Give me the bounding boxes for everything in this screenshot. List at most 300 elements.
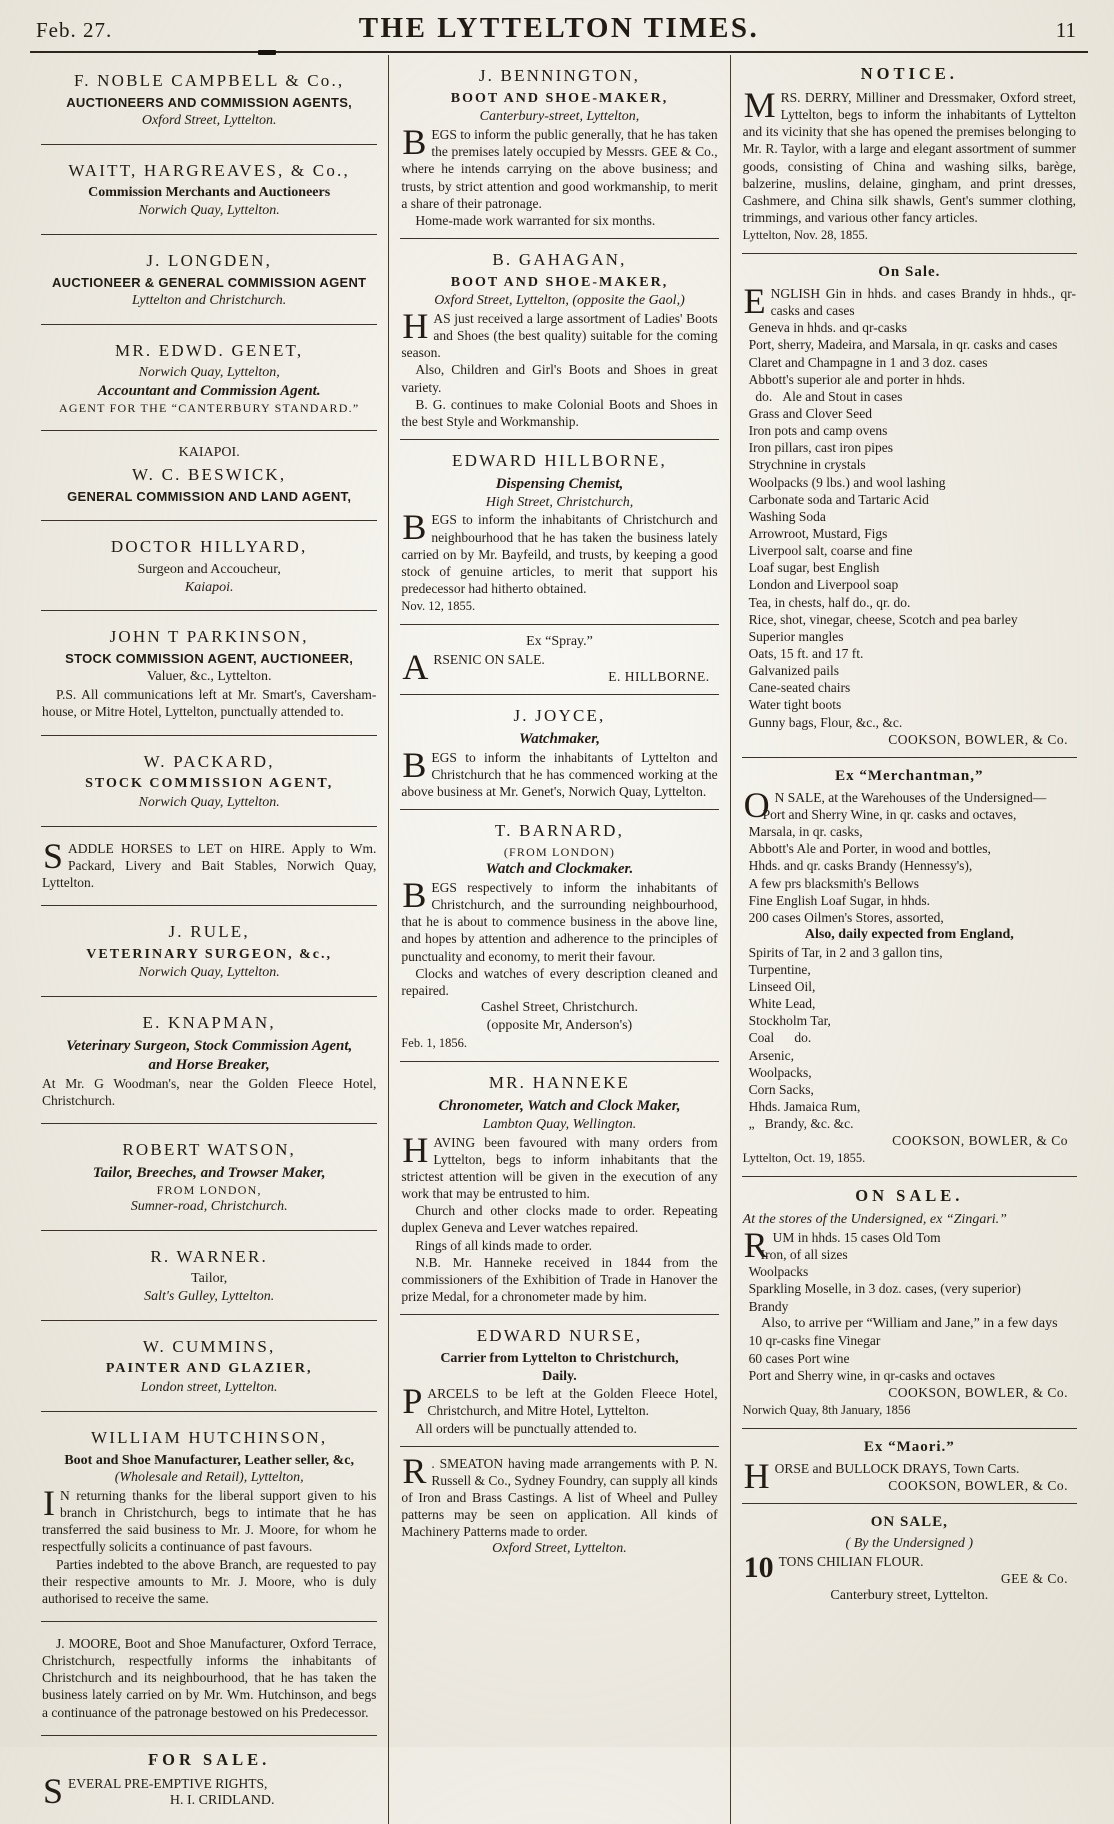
ad-hillborne-line-5	[401, 599, 717, 615]
ad-packard-line-1	[42, 751, 376, 773]
line-text: Chronometer, Watch and Clock Maker,	[438, 1097, 681, 1114]
line-text: COOKSON, BOWLER, & Co	[892, 1133, 1068, 1149]
line-text: ( By the Undersigned )	[845, 1536, 974, 1552]
ad-on-sale-zingari-line-1	[743, 1186, 1076, 1207]
line-text: P.S. All communications left at Mr. Smart's, Caversham-house, or Mitre Hotel, Lyttelton, punctually attended to.	[42, 687, 377, 720]
ad-ex-merchantman-line-9	[743, 909, 1076, 926]
line-text: B. G. continues to make Colonial Boots and Shoes in the best Style and Workmanship.	[401, 396, 718, 429]
ad-barnard-line-1	[401, 820, 717, 842]
ad-on-sale-zingari-line-12	[743, 1384, 1076, 1401]
page-number: 11	[1055, 18, 1076, 42]
ad-knapman-line-4	[42, 1075, 376, 1109]
ad-waitt-hargreaves-line-2	[42, 184, 376, 202]
ad-nurse-line-4	[401, 1381, 718, 1422]
line-text: All orders will be punctually attended to.	[415, 1420, 637, 1436]
ad-ex-merchantman-line-8	[743, 892, 1076, 909]
ad-hillborne-line-4	[401, 507, 718, 597]
line-text: Ex “Merchantman,”	[835, 767, 984, 784]
line-text: EDWARD NURSE,	[476, 1326, 643, 1346]
ad-watson-line-3	[42, 1183, 376, 1198]
line-text: Fine English Loaf Sugar, in hhds.	[748, 892, 930, 908]
ad-smeaton-line-2	[401, 1540, 717, 1558]
line-text: Nov. 12, 1855.	[401, 599, 476, 614]
line-text: Also, daily expected from England,	[804, 926, 1014, 942]
ad-beswick-line-2	[42, 464, 376, 486]
line-text: R. WARNER.	[150, 1246, 268, 1266]
line-text: Kaiapoi.	[184, 579, 234, 595]
line-text: Woolpacks	[748, 1264, 809, 1280]
ad-chilian-flour-line-1	[743, 1513, 1076, 1532]
line-text: T. BARNARD,	[494, 821, 625, 841]
line-text: Marsala, in qr. casks,	[748, 824, 863, 840]
line-text: Cashel Street, Christchurch.	[480, 999, 639, 1015]
line-text: WAITT, HARGREAVES, & Co.,	[68, 160, 350, 180]
line-text: J. LONGDEN,	[146, 250, 273, 270]
ad-hillyard	[41, 520, 377, 610]
ad-hillborne-line-3	[401, 494, 717, 512]
ad-on-sale-english-line-21	[743, 628, 1076, 645]
ink-mark	[258, 50, 276, 55]
line-text: Liverpool salt, coarse and fine	[748, 543, 913, 559]
ad-barnard-line-5	[401, 965, 717, 999]
drop-cap: R	[743, 1225, 768, 1266]
line-text: KAIAPOI.	[178, 445, 240, 461]
line-text: At the stores of the Undersigned, ex “Zingari.”	[742, 1212, 1007, 1228]
ad-arsenic-spray-line-3	[401, 668, 717, 685]
line-text: Veterinary Surgeon, Stock Commission Agent,	[66, 1037, 353, 1054]
line-text: Abbott's Ale and Porter, in wood and bottles,	[748, 841, 991, 857]
line-text: MR. HANNEKE	[488, 1073, 631, 1093]
line-text: EGS to inform the inhabitants of Lyttelton and Christchurch that he has commenced working at the above business at Mr. Genet's, Norwich Quay, Lyttelton.	[401, 749, 718, 799]
drop-cap: H	[402, 1129, 429, 1170]
ad-moore-line-1	[42, 1635, 376, 1721]
line-text: EGS to inform the inhabitants of Christchurch and neighbourhood that he has taken the business lately carried on by Mr. Bayfeild, and trusts, by keeping a good stock of genuine articles, to merit that support his predecessor had hitherto obtained.	[401, 512, 718, 596]
ad-packard-line-2	[42, 775, 376, 793]
line-text: London and Liverpool soap	[748, 577, 899, 593]
ad-cummins-line-2	[42, 1360, 376, 1378]
ad-on-sale-english-line-20	[743, 611, 1076, 628]
ad-ex-maori-line-3	[743, 1477, 1076, 1494]
masthead	[30, 8, 1088, 51]
line-text: Tailor, Breeches, and Trowser Maker,	[92, 1164, 326, 1181]
line-text: Oxford Street, Lyttelton, (opposite the Gaol,)	[434, 293, 685, 309]
ad-warner-line-1	[42, 1246, 376, 1268]
line-text: B. GAHAGAN,	[492, 249, 627, 269]
line-text: AS just received a large assortment of Ladies' Boots and Shoes (the best quality) suitable for the coming season.	[401, 311, 718, 361]
line-text: Woolpacks,	[748, 1064, 812, 1080]
ad-ex-merchantman-line-12	[743, 961, 1076, 978]
ad-ex-merchantman	[742, 757, 1077, 1177]
line-text: COOKSON, BOWLER, & Co.	[888, 731, 1068, 747]
line-text: Ex “Maori.”	[863, 1438, 955, 1455]
ad-ex-merchantman-line-22	[743, 1132, 1076, 1149]
line-text: FROM LONDON,	[156, 1182, 262, 1197]
ad-hutchinson-line-1	[42, 1427, 376, 1449]
line-text: GENERAL COMMISSION AND LAND AGENT,	[67, 488, 352, 504]
ad-for-sale-rights	[41, 1735, 377, 1824]
ad-genet-line-4	[42, 401, 376, 416]
ad-ex-merchantman-line-7	[743, 875, 1076, 892]
ad-on-sale-english-line-2	[743, 281, 1076, 321]
ad-knapman-line-1	[42, 1012, 376, 1034]
ad-watson-line-1	[42, 1139, 376, 1161]
line-text: Church and other clocks made to order. Repeating duplex Geneva and Lever watches repaired.	[401, 1203, 718, 1236]
ad-gahagan-line-3	[401, 292, 717, 310]
line-text: Washing Soda	[748, 508, 826, 524]
ad-parkinson-line-1	[42, 626, 376, 648]
ad-gahagan-line-1	[401, 249, 717, 271]
line-text: Lyttelton and Christchurch.	[132, 293, 287, 309]
ad-on-sale-zingari-line-5	[743, 1263, 1076, 1280]
line-text: Port and Sherry Wine, in qr. casks and octaves,	[762, 806, 1017, 822]
drop-cap: P	[402, 1381, 423, 1422]
line-text: H. I. CRIDLAND.	[169, 1792, 275, 1808]
line-text: JOHN T PARKINSON,	[109, 627, 309, 647]
ad-hutchinson-line-3	[42, 1469, 376, 1487]
ad-ex-merchantman-line-3	[743, 806, 1076, 823]
drop-cap: R	[402, 1450, 427, 1491]
drop-cap: A	[402, 646, 429, 687]
line-text: Stockholm Tar,	[748, 1013, 831, 1029]
line-text: F. NOBLE CAMPBELL & Co.,	[73, 71, 345, 90]
line-text: ROBERT WATSON,	[122, 1140, 297, 1160]
line-text: STOCK COMMISSION AGENT,	[85, 776, 334, 792]
ad-for-sale-rights-line-3	[42, 1792, 376, 1810]
line-text: VETERINARY SURGEON, &c.,	[86, 946, 333, 962]
ad-nurse-line-1	[401, 1325, 717, 1347]
line-text: AUCTIONEER & GENERAL COMMISSION AGENT	[51, 274, 367, 290]
line-text: Parties indebted to the above Branch, are requested to pay their respective amounts to Mr. J. Moore, who is duly authorised to receive the same.	[42, 1556, 377, 1606]
ad-noble-campbell	[41, 55, 377, 144]
line-text: EDWARD HILLBORNE,	[452, 451, 667, 471]
ad-ex-merchantman-line-17	[743, 1047, 1076, 1064]
line-text: Hhds. Jamaica Rum,	[748, 1099, 861, 1114]
column-container	[30, 55, 1088, 1824]
line-text: Carbonate soda and Tartaric Acid	[748, 491, 929, 507]
line-text: Tea, in chests, half do., qr. do.	[748, 594, 911, 610]
ad-ex-merchantman-line-21	[743, 1115, 1076, 1132]
ad-joyce-line-2	[401, 730, 717, 749]
ad-hillborne-line-1	[401, 450, 717, 472]
line-text: Dispensing Chemist,	[495, 475, 624, 492]
line-text: London street, Lyttelton.	[140, 1380, 278, 1396]
line-text: FOR SALE.	[148, 1749, 271, 1769]
ad-longden-line-3	[42, 292, 376, 310]
ad-nurse-line-2	[401, 1350, 717, 1368]
ad-hillyard-line-3	[42, 579, 376, 597]
line-text: Abbott's superior ale and porter in hhds.	[748, 371, 966, 387]
ad-watson	[41, 1123, 377, 1230]
ad-longden-line-2	[42, 275, 376, 292]
ad-waitt-hargreaves-line-3	[42, 202, 376, 220]
ad-joyce-line-1	[401, 705, 717, 727]
ad-smeaton	[400, 1446, 718, 1567]
line-text: BOOT AND SHOE-MAKER,	[450, 274, 669, 290]
ad-ex-maori	[742, 1428, 1077, 1503]
ad-barnard-line-4	[401, 874, 718, 965]
line-text: RSENIC ON SALE.	[433, 651, 545, 667]
line-text: Claret and Champagne in 1 and 3 doz. cases	[748, 354, 988, 370]
ad-on-sale-english-line-5	[743, 354, 1076, 371]
line-text: Commission Merchants and Auctioneers	[88, 185, 331, 201]
ad-rule	[41, 905, 377, 996]
line-text: N returning thanks for the liberal support given to his branch in Christchurch, begs to intimate that he has transferred the said business to Mr. J. Moore, for whom he respectfully solicits a continuance of past favours.	[42, 1488, 377, 1555]
line-text: AUCTIONEERS AND COMMISSION AGENTS,	[66, 94, 353, 110]
line-text: E. KNAPMAN,	[142, 1013, 276, 1033]
line-text: MR. EDWD. GENET,	[115, 340, 304, 360]
ad-joyce-line-3	[401, 744, 718, 800]
ad-on-sale-english-line-13	[743, 491, 1076, 508]
ad-on-sale-zingari-line-11	[743, 1367, 1076, 1384]
line-text: E. HILLBORNE.	[608, 668, 710, 684]
line-text: Tailor,	[191, 1271, 228, 1287]
ad-warner-line-2	[42, 1270, 376, 1288]
ad-bennington-line-3	[401, 108, 717, 126]
ad-on-sale-english-line-27	[743, 731, 1076, 748]
ad-ex-merchantman-line-1	[743, 767, 1076, 786]
line-text: Linseed Oil,	[748, 979, 816, 995]
ad-on-sale-english-line-3	[743, 319, 1076, 336]
line-text: (Wholesale and Retail), Lyttelton,	[114, 1470, 304, 1486]
issue-date: Feb. 27.	[36, 18, 113, 42]
line-text: TONS CHILIAN FLOUR.	[778, 1554, 924, 1570]
line-text: . SMEATON having made arrangements with P. N. Russell & Co., Sydney Foundry, can supply all kinds of Iron and Brass Castings. A list of Wheel and Pulley patterns may be seen on application. All kinds of Machinery Patterns made to order.	[401, 1455, 718, 1540]
ad-gahagan	[400, 238, 718, 439]
ad-chilian-flour-line-4	[743, 1570, 1076, 1587]
ad-ex-merchantman-line-11	[743, 944, 1076, 961]
line-text: Watch and Clockmaker.	[485, 860, 634, 877]
line-text: Accountant and Commission Agent.	[97, 383, 321, 400]
drop-cap: B	[402, 874, 427, 915]
ad-barnard-line-8	[401, 1036, 717, 1052]
line-text: Port and Sherry wine, in qr-casks and octaves	[748, 1367, 996, 1383]
ad-hillborne	[400, 439, 718, 624]
line-text: ORSE and BULLOCK DRAYS, Town Carts.	[774, 1460, 1020, 1476]
ad-on-sale-zingari-line-6	[743, 1280, 1076, 1297]
drop-cap: S	[43, 835, 64, 876]
ad-on-sale-zingari-line-13	[743, 1403, 1076, 1419]
line-text: Water tight boots	[748, 697, 842, 713]
line-text: Rings of all kinds made to order.	[415, 1237, 592, 1253]
line-text: Norwich Quay, Lyttelton.	[138, 794, 280, 810]
line-text: Also, to arrive per “William and Jane,” in a few days	[761, 1315, 1058, 1331]
line-text: On Sale.	[878, 263, 941, 280]
line-text: Loaf sugar, best English	[748, 560, 880, 576]
line-text: White Lead,	[748, 996, 816, 1012]
drop-cap: E	[743, 281, 766, 321]
line-text: Also, Children and Girl's Boots and Shoes in great variety.	[401, 362, 718, 395]
line-text: ARCELS to be left at the Golden Fleece Hotel, Christchurch, and Mitre Hotel, Lyttelton.	[427, 1386, 718, 1419]
line-text: ON SALE.	[855, 1186, 964, 1206]
ad-nurse	[400, 1314, 718, 1446]
ad-watson-line-4	[42, 1198, 376, 1216]
ad-on-sale-english-line-7	[743, 388, 1076, 405]
line-text: NOTICE.	[860, 64, 958, 83]
ad-rule-line-1	[42, 921, 376, 943]
ad-on-sale-english-line-22	[743, 645, 1076, 662]
ad-packard	[41, 735, 377, 826]
ad-on-sale-english	[742, 253, 1077, 757]
line-text: (FROM LONDON)	[503, 844, 616, 859]
line-text: A few prs blacksmith's Bellows	[748, 875, 920, 891]
ad-ex-merchantman-line-5	[743, 840, 1076, 857]
ad-ex-merchantman-line-23	[743, 1151, 1076, 1167]
ad-hutchinson-line-2	[42, 1452, 376, 1470]
line-text: Spirits of Tar, in 2 and 3 gallon tins,	[748, 944, 943, 960]
drop-cap: M	[743, 84, 776, 125]
line-text: Oxford Street, Lyttelton.	[492, 1541, 627, 1557]
drop-cap: O	[743, 784, 770, 825]
ad-beswick	[41, 430, 377, 520]
ad-nurse-line-3	[401, 1368, 717, 1386]
ad-hutchinson	[41, 1411, 377, 1621]
line-text: Iron pots and camp ovens	[748, 423, 888, 439]
line-text: BOOT AND SHOE-MAKER,	[450, 90, 669, 106]
ad-hanneke-line-4	[401, 1129, 718, 1203]
line-text: (opposite Mr, Anderson's)	[486, 1017, 633, 1033]
ad-ex-merchantman-line-19	[743, 1081, 1076, 1098]
ad-barnard	[400, 809, 718, 1061]
line-text: Sparkling Moselle, in 3 doz. cases, (very superior)	[748, 1281, 1021, 1297]
ad-saddle-horses	[41, 826, 377, 905]
ad-ex-merchantman-line-10	[743, 926, 1076, 944]
line-text: J. RULE,	[168, 922, 250, 942]
ad-hillborne-line-2	[401, 475, 717, 494]
ad-ex-merchantman-line-18	[743, 1064, 1076, 1081]
line-text: W. CUMMINS,	[142, 1336, 276, 1356]
line-text: Home-made work warranted for six months.	[415, 212, 656, 228]
line-text: Lambton Quay, Wellington.	[482, 1116, 637, 1132]
line-text: W. PACKARD,	[143, 751, 275, 771]
ad-on-sale-english-line-24	[743, 679, 1076, 696]
line-text: COOKSON, BOWLER, & Co.	[888, 1478, 1068, 1494]
ad-bennington	[400, 55, 718, 238]
ad-genet	[41, 324, 377, 431]
drop-cap: H	[402, 306, 429, 347]
ad-noble-campbell-line-2	[42, 95, 376, 112]
line-text: Sumner-road, Christchurch.	[130, 1198, 288, 1214]
ad-parkinson-line-2	[42, 651, 376, 668]
line-text: Ex “Spray.”	[526, 634, 593, 650]
ad-notice-derry-line-3	[743, 228, 1076, 244]
ad-on-sale-english-line-23	[743, 662, 1076, 679]
line-text: Boot and Shoe Manufacturer, Leather seller, &c,	[64, 1452, 355, 1468]
line-text: ON SALE,	[870, 1514, 948, 1531]
drop-cap: B	[402, 507, 427, 548]
ad-on-sale-english-line-6	[743, 371, 1076, 388]
ad-watson-line-2	[42, 1164, 376, 1183]
line-text: Strychnine in crystals	[748, 457, 866, 473]
line-text: Watchmaker,	[519, 730, 600, 747]
line-text: WILLIAM HUTCHINSON,	[91, 1427, 328, 1447]
line-text: Superior mangles	[748, 628, 844, 644]
ad-barnard-line-7	[401, 1017, 717, 1035]
line-text: do. Ale and Stout in cases	[748, 388, 903, 404]
line-text: ADDLE HORSES to LET on HIRE. Apply to Wm. Packard, Livery and Bait Stables, Norwich Quay, Lyttelton.	[42, 840, 377, 890]
line-text: High Street, Christchurch,	[485, 494, 634, 510]
ad-on-sale-zingari	[742, 1176, 1077, 1428]
line-text: and Horse Breaker,	[148, 1056, 270, 1073]
line-text: Arsenic,	[748, 1047, 794, 1063]
ad-parkinson	[41, 610, 377, 734]
line-text: PAINTER AND GLAZIER,	[105, 1361, 313, 1377]
drop-cap: H	[743, 1455, 770, 1496]
line-text: UM in hhds. 15 cases Old Tom	[772, 1230, 941, 1246]
column-2	[388, 55, 729, 1824]
line-text: Norwich Quay, Lyttelton.	[138, 203, 280, 219]
line-text: Woolpacks (9 lbs.) and wool lashing	[748, 474, 946, 490]
line-text: Norwich Quay, 8th January, 1856	[742, 1403, 911, 1418]
column-3	[730, 55, 1088, 1824]
line-text: Rice, shot, vinegar, cheese, Scotch and pea barley	[748, 611, 1018, 627]
ad-hanneke-line-5	[401, 1202, 717, 1236]
line-text: 200 cases Oilmen's Stores, assorted,	[748, 909, 944, 925]
ad-longden	[41, 234, 377, 324]
line-text: Geneva in hhds. and qr-casks	[748, 320, 907, 336]
line-text: Canterbury-street, Lyttelton,	[479, 109, 640, 125]
ad-on-sale-english-line-1	[743, 263, 1076, 282]
ad-ex-merchantman-line-14	[743, 995, 1076, 1012]
line-text: J. BENNINGTON,	[478, 66, 641, 85]
ad-warner	[41, 1230, 377, 1320]
ad-knapman-line-2	[42, 1037, 376, 1056]
ad-notice-derry-line-2	[742, 84, 1076, 226]
ad-on-sale-english-line-8	[743, 405, 1076, 422]
line-text: N.B. Mr. Hanneke received in 1844 from the commissioners of the Exhibition of Trade in Hanover the prize Medal, for a chronometer made by him.	[401, 1254, 718, 1305]
line-text: NGLISH Gin in hhds. and cases Brandy in hhds., qr-casks and cases	[770, 286, 1076, 319]
ad-joyce	[400, 694, 718, 809]
ad-on-sale-zingari-line-9	[743, 1332, 1076, 1349]
line-text: EGS respectively to inform the inhabitants of Christchurch, and the surrounding neighbourhood, that he is about to commence business in the above line, and hopes by attention and adherence to the principles of punctuality and economy, to merit their favour.	[401, 879, 718, 964]
ad-on-sale-english-line-15	[743, 525, 1076, 542]
ad-hutchinson-line-4	[42, 1483, 377, 1556]
ad-waitt-hargreaves-line-1	[42, 160, 376, 182]
ad-barnard-line-6	[401, 999, 717, 1017]
ad-on-sale-english-line-18	[743, 576, 1076, 593]
ad-rule-line-2	[42, 946, 376, 964]
line-text: Galvanized pails	[748, 663, 839, 679]
ad-hanneke	[400, 1061, 718, 1314]
ad-genet-line-3	[42, 382, 376, 401]
ad-genet-line-1	[42, 340, 376, 362]
ad-parkinson-line-4	[42, 686, 376, 720]
line-text: Cane-seated chairs	[748, 680, 851, 696]
line-text: J. JOYCE,	[513, 706, 606, 726]
ad-cummins	[41, 1320, 377, 1411]
ad-chilian-flour-line-2	[743, 1535, 1076, 1553]
ad-waitt-hargreaves	[41, 144, 377, 234]
ad-on-sale-english-line-25	[743, 696, 1076, 713]
line-text: GEE & Co.	[1000, 1571, 1068, 1587]
line-text: Feb. 1, 1856.	[401, 1036, 467, 1051]
ad-chilian-flour-line-5	[743, 1587, 1076, 1605]
line-text: Carrier from Lyttelton to Christchurch,	[440, 1350, 679, 1366]
ad-on-sale-zingari-line-4	[743, 1246, 1076, 1263]
line-text: 10 qr-casks fine Vinegar	[748, 1333, 881, 1349]
ad-parkinson-line-3	[42, 668, 376, 686]
column-1	[30, 55, 388, 1824]
ad-on-sale-zingari-line-8	[743, 1315, 1076, 1333]
line-text: Oats, 15 ft. and 17 ft.	[748, 645, 864, 661]
drop-cap: B	[402, 122, 427, 163]
line-text: EGS to inform the public generally, that he has taken the premises lately occupied by Messrs. GEE & Co., where he intends carrying on the above business; and trusts, by strict attention and good workmanship, to merit a share of their patronage.	[401, 127, 718, 211]
drop-cap: S	[43, 1770, 64, 1811]
ad-arsenic-spray-line-1	[401, 633, 717, 651]
ad-genet-line-2	[42, 364, 376, 382]
line-text: Coal do.	[748, 1030, 812, 1046]
ad-ex-merchantman-line-16	[743, 1029, 1076, 1046]
ad-gahagan-line-6	[401, 396, 717, 430]
